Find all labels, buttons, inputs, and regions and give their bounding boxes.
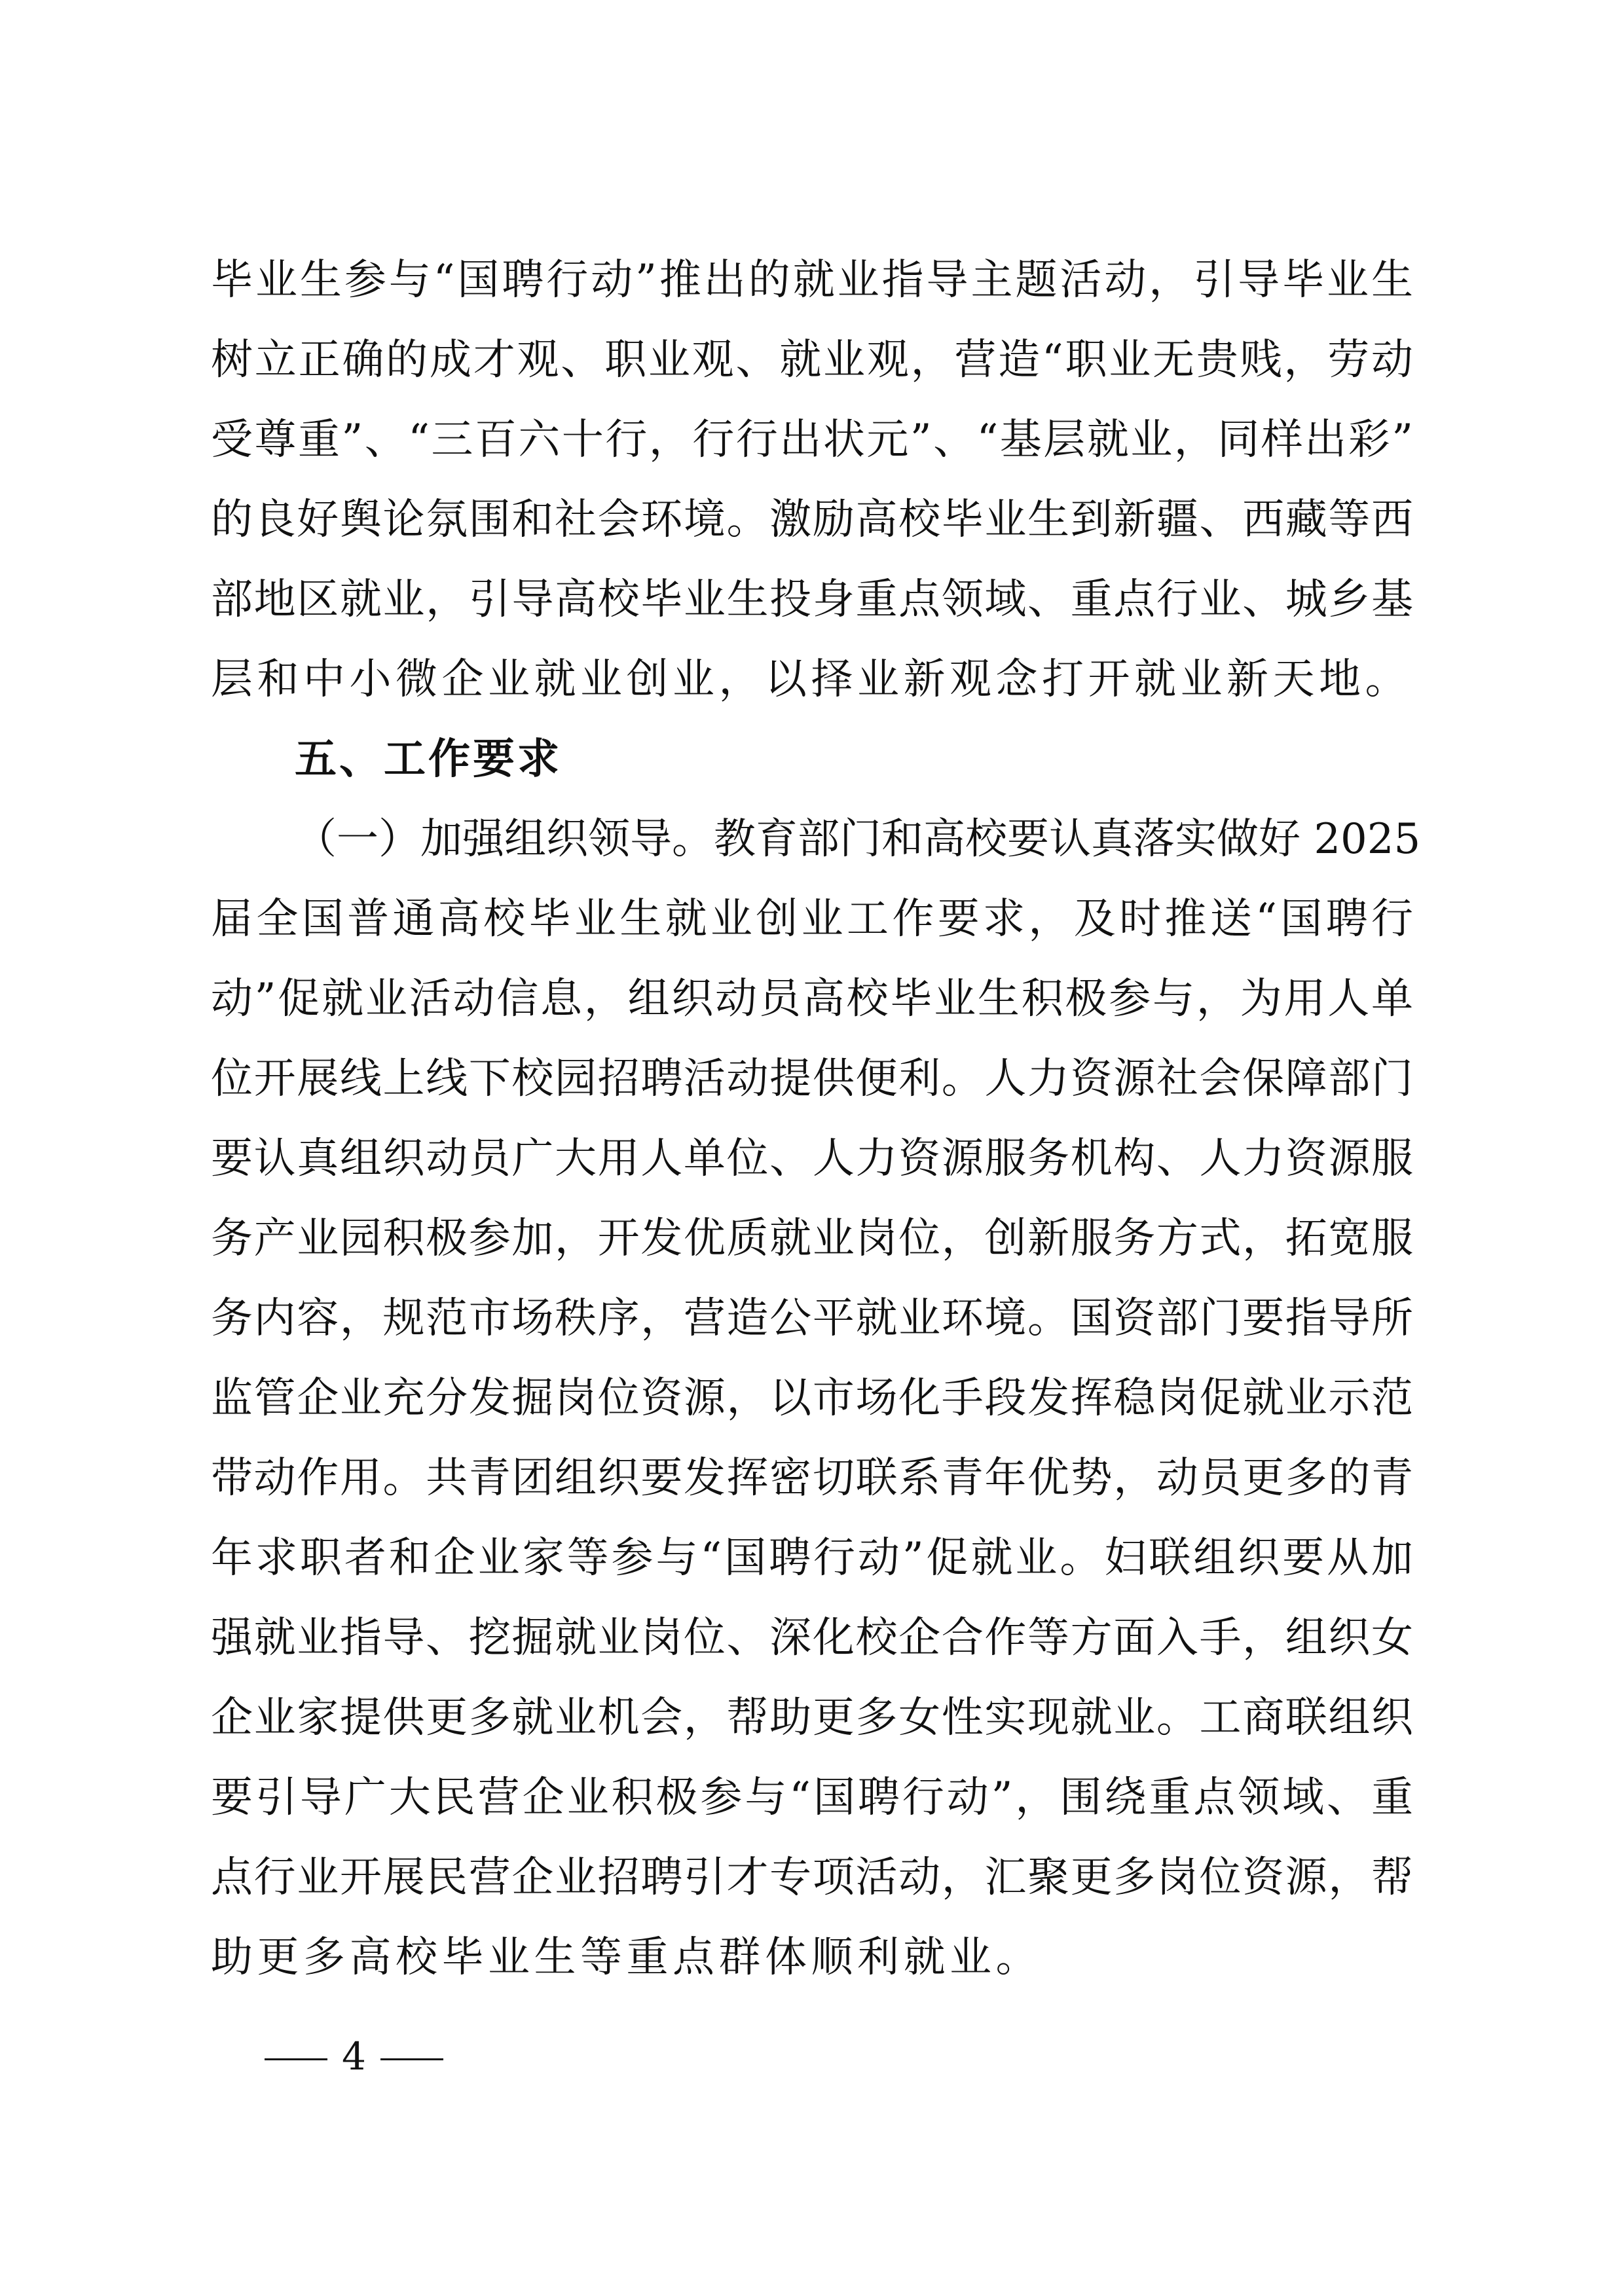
text-line: 受尊重”、“三百六十行，行行出状元”、“基层就业，同样出彩” — [211, 416, 1413, 464]
page-number-value: 4 — [342, 2034, 366, 2079]
section-heading: 五、工作要求 — [295, 735, 562, 784]
text-line: 要引导广大民营企业积极参与“国聘行动”，围绕重点领域、重 — [211, 1774, 1413, 1822]
dash-left — [265, 2058, 327, 2060]
text-line: 强就业指导、挖掘就业岗位、深化校企合作等方面入手，组织女 — [211, 1614, 1413, 1662]
text-line: 务内容，规范市场秩序，营造公平就业环境。国资部门要指导所 — [211, 1294, 1413, 1343]
text-line: 年求职者和企业家等参与“国聘行动”促就业。妇联组织要从加 — [211, 1534, 1413, 1582]
text-line: 助更多高校毕业生等重点群体顺利就业。 — [211, 1933, 1042, 1982]
text-line: 树立正确的成才观、职业观、就业观，营造“职业无贵贱，劳动 — [211, 336, 1413, 384]
page-number — [250, 2030, 458, 2083]
text-line: 部地区就业，引导高校毕业生投身重点领域、重点行业、城乡基 — [211, 575, 1413, 624]
text-line: 动”促就业活动信息，组织动员高校毕业生积极参与，为用人单 — [211, 975, 1413, 1023]
text-line: 层和中小微企业就业创业，以择业新观念打开就业新天地。 — [211, 655, 1411, 704]
text-line: 企业家提供更多就业机会，帮助更多女性实现就业。工商联组织 — [211, 1694, 1413, 1742]
dash-right — [380, 2058, 443, 2060]
text-line: 监管企业充分发掘岗位资源，以市场化手段发挥稳岗促就业示范 — [211, 1374, 1413, 1423]
text-line: 点行业开展民营企业招聘引才专项活动，汇聚更多岗位资源，帮 — [211, 1853, 1413, 1902]
text-line: 的良好舆论氛围和社会环境。激励高校毕业生到新疆、西藏等西 — [211, 496, 1413, 544]
text-line: 要认真组织动员广大用人单位、人力资源服务机构、人力资源服 — [211, 1135, 1413, 1183]
text-line: 位开展线上线下校园招聘活动提供便利。人力资源社会保障部门 — [211, 1055, 1413, 1103]
text-line: 毕业生参与“国聘行动”推出的就业指导主题活动，引导毕业生 — [211, 256, 1413, 304]
document-body — [211, 240, 1421, 1997]
text-line: （一）加强组织领导。教育部门和高校要认真落实做好 2025 — [295, 815, 1421, 864]
text-line: 带动作用。共青团组织要发挥密切联系青年优势，动员更多的青 — [211, 1454, 1413, 1503]
text-line: 务产业园积极参加，开发优质就业岗位，创新服务方式，拓宽服 — [211, 1214, 1413, 1263]
text-line: 届全国普通高校毕业生就业创业工作要求，及时推送“国聘行 — [211, 895, 1413, 943]
